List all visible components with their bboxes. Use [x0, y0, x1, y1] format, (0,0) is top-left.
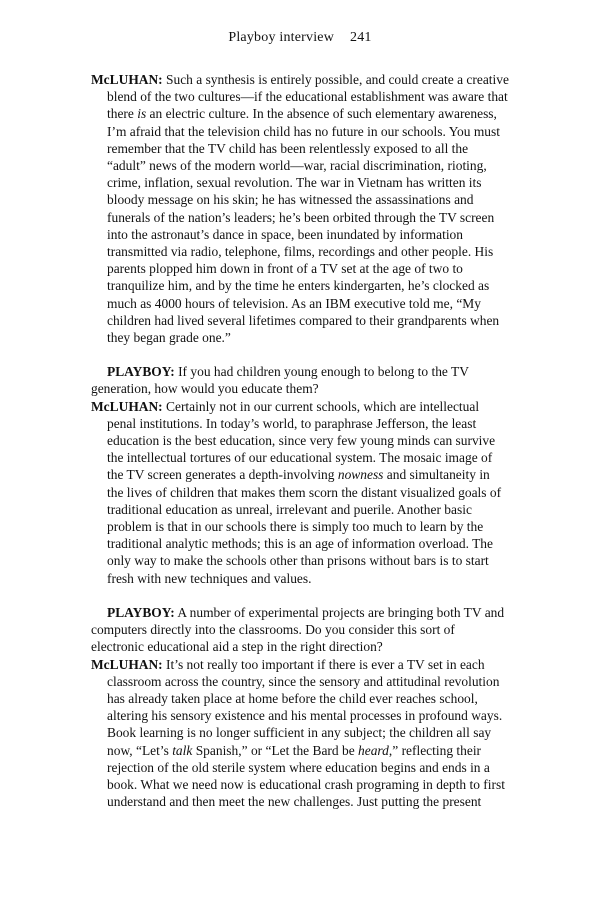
page-number: 241 — [350, 30, 372, 45]
answer-text: Such a synthesis is entirely possible, and could create a creative blend of the two cultures—if the educational establishment was aware that there — [107, 72, 509, 122]
answer-text: Spanish,” or “Let the Bard be — [192, 742, 359, 758]
answer-text: Certainly not in our current schools, which are intellectual penal institutions. In today’s world, to paraphrase Jefferson, the least education is the best education, since very few young minds can survive the intellectual tortures of our educational system. The mosaic image of the TV screen generates a depth-involving — [107, 398, 496, 483]
speaker-label: McLUHAN: — [91, 398, 163, 414]
running-header — [0, 30, 600, 46]
emphasis-text: heard — [358, 742, 389, 758]
interview-body — [91, 71, 509, 810]
question-text: If you had children young enough to belong to the TV generation, how would you educate them? — [91, 364, 469, 397]
mcluhan-answer-2 — [91, 398, 509, 587]
speaker-label: McLUHAN: — [91, 656, 163, 672]
answer-text: and simultaneity in the lives of children that makes them scorn the distant visualized goals of traditional education as unreal, irrelevant and puerile. Another basic problem is that in our schools there is simply too much to learn by the traditional analytic methods; this is an age of information overload. The only way to make the schools other than prisons without bars is to start fresh with new techniques and values. — [107, 467, 502, 586]
answer-text: an electric culture. In the absence of such elementary awareness, I’m afraid that the television child has no future in our schools. You must remember that the TV child has been relentlessly exposed to all the “adult” news of the modern world—war, racial discrimination, rioting, crime, inflation, sexual revolution. The war in Vietnam has written its bloody message on his skin; he has witnessed the assassinations and funerals of the nation’s leaders; he’s been orbited through the TV screen into the astronaut’s dance in space, been inundated by information transmitted via radio, telephone, films, recordings and other people. His parents plopped him down in front of a TV set at the age of two to tranquilize him, and by the time he enters kindergarten, he’s clocked as much as 4000 hours of television. As an IBM executive told me, “My children had lived several lifetimes compared to their grandparents when they began grade one.” — [107, 106, 500, 346]
question-text: A number of experimental projects are bringing both TV and computers directly into the classrooms. Do you consider this sort of electronic educational aid a step in the right direction? — [91, 604, 505, 655]
mcluhan-answer-1 — [91, 71, 509, 346]
emphasis-text: nowness — [337, 467, 384, 483]
header-title: Playboy interview — [228, 30, 335, 45]
playboy-question-2 — [91, 604, 509, 656]
speaker-label: PLAYBOY: — [107, 604, 175, 620]
emphasis-text: is — [137, 106, 147, 122]
answer-text: ,” reflecting their rejection of the old sterile system where education begins and ends in a book. What we need now is educational crash programing in depth to first understand and then meet the new challenges. Just putting the present — [107, 742, 505, 810]
speaker-label: McLUHAN: — [91, 72, 163, 87]
emphasis-text: talk — [172, 742, 193, 758]
answer-text: It’s not really too important if there is ever a TV set in each classroom across the country, since the sensory and attitudinal revolution has already taken place at home before the child ever reaches school, altering his sensory existence and his mental processes in profound ways. Book learning is no longer sufficient in any subject; the children all say now, “Let’s — [107, 656, 503, 758]
mcluhan-answer-3 — [91, 656, 509, 811]
playboy-question-1 — [91, 363, 509, 397]
speaker-label: PLAYBOY: — [107, 364, 175, 380]
